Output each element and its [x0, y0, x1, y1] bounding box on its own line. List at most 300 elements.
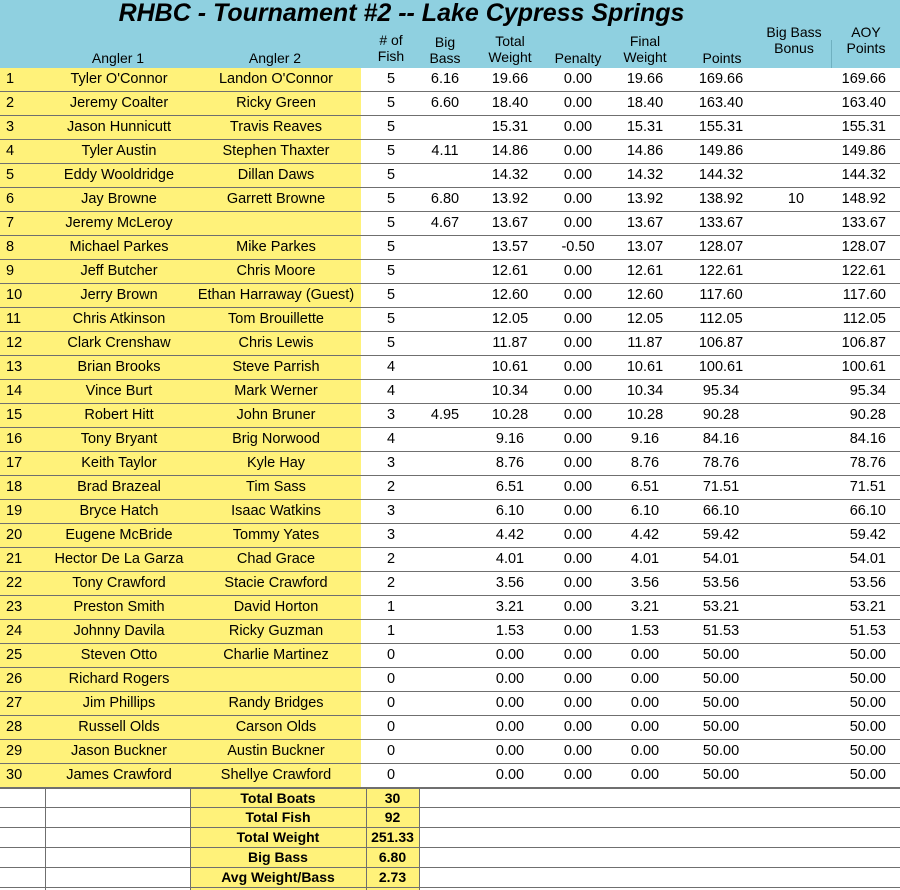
aoy-points-cell: 144.32	[841, 167, 886, 183]
total-weight-cell: 8.76	[495, 455, 525, 471]
fish-count-cell: 4	[386, 383, 396, 399]
bonus-cell	[764, 572, 828, 595]
summary-label: Avg Weight/Bass	[221, 869, 335, 885]
angler2-cell: Travis Reaves	[229, 119, 323, 135]
total-weight-cell: 3.56	[495, 575, 525, 591]
fish-count-cell: 2	[386, 575, 396, 591]
final-weight-cell: 1.53	[630, 623, 660, 639]
table-row	[0, 524, 900, 548]
fish-count-cell: 3	[386, 407, 396, 423]
bonus-cell	[764, 92, 828, 115]
points-cell: 66.10	[702, 503, 740, 519]
bonus-cell	[764, 668, 828, 691]
total-weight-cell: 10.61	[491, 359, 529, 375]
penalty-cell: 0.00	[563, 359, 593, 375]
bonus-cell	[764, 68, 828, 91]
header-total-weight: Total Weight	[488, 33, 532, 65]
total-weight-cell: 15.31	[491, 119, 529, 135]
table-row	[0, 212, 900, 236]
bonus-cell	[764, 716, 828, 739]
fish-count-cell: 5	[386, 167, 396, 183]
summary-gridline	[45, 788, 46, 890]
angler1-cell: Brian Brooks	[77, 359, 161, 375]
big-bass-cell	[420, 452, 470, 475]
final-weight-cell: 0.00	[630, 743, 660, 759]
points-cell: 53.56	[702, 575, 740, 591]
header-aoy-points: AOY Points	[846, 24, 886, 56]
points-cell: 84.16	[702, 431, 740, 447]
bonus-cell	[764, 236, 828, 259]
angler1-cell: Tony Bryant	[80, 431, 158, 447]
angler1-cell: Steven Otto	[80, 647, 158, 663]
fish-count-cell: 2	[386, 551, 396, 567]
rank-cell: 14	[6, 383, 23, 399]
big-bass-cell	[420, 116, 470, 139]
aoy-points-cell: 51.53	[849, 623, 886, 639]
big-bass-cell	[420, 500, 470, 523]
angler2-cell: Stacie Crawford	[224, 575, 328, 591]
angler2-cell: Isaac Watkins	[231, 503, 321, 519]
penalty-cell: 0.00	[563, 335, 593, 351]
big-bass-cell: 4.11	[431, 143, 459, 159]
rank-cell: 28	[6, 719, 23, 735]
big-bass-cell	[420, 164, 470, 187]
summary-value: 92	[384, 809, 401, 825]
penalty-cell: 0.00	[563, 407, 593, 423]
total-weight-cell: 6.51	[495, 479, 525, 495]
aoy-points-cell: 148.92	[841, 191, 886, 207]
bonus-cell	[764, 404, 828, 427]
rank-cell: 10	[6, 287, 23, 303]
rank-cell: 9	[6, 263, 15, 279]
final-weight-cell: 10.34	[626, 383, 664, 399]
angler1-cell: Jim Phillips	[82, 695, 156, 711]
angler1-cell: Vince Burt	[85, 383, 153, 399]
big-bass-cell	[420, 260, 470, 283]
big-bass-cell: 4.95	[430, 407, 460, 423]
fish-count-cell: 0	[386, 671, 396, 687]
final-weight-cell: 0.00	[630, 767, 660, 783]
table-row	[0, 644, 900, 668]
angler2-cell: Tim Sass	[246, 479, 306, 495]
aoy-points-cell: 133.67	[841, 215, 886, 231]
angler1-cell: Jay Browne	[81, 191, 157, 207]
rank-cell: 2	[6, 95, 15, 111]
fish-count-cell: 4	[386, 359, 396, 375]
rank-cell: 1	[6, 71, 15, 87]
table-row	[0, 308, 900, 332]
table-row	[0, 332, 900, 356]
table-row	[0, 620, 900, 644]
summary-gridline	[190, 788, 191, 890]
aoy-points-cell: 50.00	[849, 767, 886, 783]
summary-value: 2.73	[378, 869, 407, 885]
big-bass-cell	[420, 644, 470, 667]
angler2-cell: Austin Buckner	[227, 743, 325, 759]
summary-value: 6.80	[378, 849, 407, 865]
aoy-points-cell: 106.87	[841, 335, 886, 351]
aoy-points-cell: 50.00	[849, 671, 886, 687]
total-weight-cell: 6.10	[495, 503, 525, 519]
table-row	[0, 140, 900, 164]
points-cell: 163.40	[698, 95, 744, 111]
table-row	[0, 260, 900, 284]
total-weight-cell: 14.86	[491, 143, 529, 159]
bonus-cell	[764, 548, 828, 571]
final-weight-cell: 11.87	[627, 335, 663, 351]
aoy-points-cell: 78.76	[849, 455, 886, 471]
angler1-cell: Russell Olds	[78, 719, 160, 735]
total-weight-cell: 0.00	[495, 767, 525, 783]
fish-count-cell: 2	[386, 479, 396, 495]
table-row	[0, 428, 900, 452]
bonus-cell	[764, 380, 828, 403]
table-row	[0, 68, 900, 92]
rank-cell: 30	[6, 767, 23, 783]
table-row	[0, 404, 900, 428]
header-big-bass-bonus: Big Bass Bonus	[766, 24, 822, 56]
bonus-cell	[764, 116, 828, 139]
angler1-cell: Michael Parkes	[69, 239, 169, 255]
points-cell: 53.21	[702, 599, 740, 615]
summary-value: 251.33	[371, 829, 414, 845]
fish-count-cell: 4	[386, 431, 396, 447]
points-cell: 50.00	[702, 767, 740, 783]
aoy-points-cell: 53.56	[849, 575, 886, 591]
table-row	[0, 476, 900, 500]
points-cell: 106.87	[698, 335, 744, 351]
penalty-cell: 0.00	[563, 575, 593, 591]
rank-cell: 11	[6, 311, 22, 327]
final-weight-cell: 10.61	[626, 359, 664, 375]
penalty-cell: 0.00	[563, 527, 593, 543]
total-weight-cell: 0.00	[495, 647, 525, 663]
big-bass-cell: 6.16	[430, 71, 460, 87]
rank-cell: 26	[6, 671, 23, 687]
table-row	[0, 380, 900, 404]
angler2-cell: Randy Bridges	[228, 695, 324, 711]
final-weight-cell: 13.07	[626, 239, 664, 255]
table-row	[0, 500, 900, 524]
penalty-cell: 0.00	[563, 671, 593, 687]
final-weight-cell: 3.56	[630, 575, 660, 591]
fish-count-cell: 5	[386, 239, 396, 255]
penalty-cell: 0.00	[563, 551, 593, 567]
rank-cell: 17	[6, 455, 23, 471]
summary-label: Total Weight	[236, 829, 320, 845]
angler1-cell: Keith Taylor	[81, 455, 157, 471]
rank-cell: 29	[6, 743, 23, 759]
final-weight-cell: 6.10	[630, 503, 660, 519]
points-cell: 50.00	[702, 695, 740, 711]
bonus-cell	[764, 284, 828, 307]
points-cell: 169.66	[698, 71, 744, 87]
rank-cell: 27	[6, 695, 23, 711]
header-angler2: Angler 2	[248, 50, 302, 66]
big-bass-cell	[420, 692, 470, 715]
angler2-cell: David Horton	[233, 599, 319, 615]
summary-gridline	[419, 788, 420, 890]
angler2-cell: Garrett Browne	[226, 191, 326, 207]
big-bass-cell: 4.67	[430, 215, 460, 231]
fish-count-cell: 5	[386, 119, 396, 135]
big-bass-cell	[420, 716, 470, 739]
final-weight-cell: 4.01	[630, 551, 660, 567]
total-weight-cell: 0.00	[495, 719, 525, 735]
penalty-cell: 0.00	[563, 95, 593, 111]
final-weight-cell: 0.00	[630, 695, 660, 711]
angler1-cell: Eugene McBride	[65, 527, 173, 543]
rank-cell: 6	[6, 191, 15, 207]
points-cell: 71.51	[702, 479, 740, 495]
aoy-points-cell: 128.07	[841, 239, 886, 255]
big-bass-cell	[420, 332, 470, 355]
penalty-cell: 0.00	[563, 695, 593, 711]
angler2-cell: Chad Grace	[236, 551, 316, 567]
rank-cell: 15	[6, 407, 23, 423]
aoy-points-cell: 155.31	[841, 119, 886, 135]
summary-row	[0, 848, 900, 868]
rank-cell: 12	[6, 335, 23, 351]
total-weight-cell: 0.00	[495, 695, 525, 711]
bonus-cell	[764, 212, 828, 235]
final-weight-cell: 12.05	[626, 311, 664, 327]
fish-count-cell: 5	[386, 287, 396, 303]
summary-label: Big Bass	[248, 849, 308, 865]
penalty-cell: 0.00	[563, 647, 593, 663]
aoy-points-cell: 84.16	[849, 431, 886, 447]
final-weight-cell: 8.76	[630, 455, 660, 471]
rank-cell: 4	[6, 143, 15, 159]
table-row	[0, 716, 900, 740]
table-row	[0, 692, 900, 716]
final-weight-cell: 14.86	[626, 143, 664, 159]
bonus-cell	[764, 260, 828, 283]
rank-cell: 8	[6, 239, 15, 255]
angler1-cell: Jason Buckner	[71, 743, 167, 759]
total-weight-cell: 1.53	[495, 623, 525, 639]
angler1-cell: Tyler Austin	[81, 143, 157, 159]
final-weight-cell: 0.00	[630, 719, 660, 735]
final-weight-cell: 18.40	[626, 95, 664, 111]
rank-cell: 23	[6, 599, 23, 615]
big-bass-cell	[420, 236, 470, 259]
fish-count-cell: 3	[386, 503, 396, 519]
aoy-points-cell: 90.28	[849, 407, 886, 423]
rank-cell: 21	[6, 551, 23, 567]
points-cell: 122.61	[698, 263, 744, 279]
big-bass-cell	[420, 548, 470, 571]
rank-cell: 5	[6, 167, 15, 183]
fish-count-cell: 5	[386, 191, 396, 207]
points-cell: 117.60	[699, 287, 743, 303]
aoy-points-cell: 112.05	[842, 311, 886, 327]
header-angler1: Angler 1	[91, 50, 145, 66]
angler2-cell	[190, 668, 362, 691]
total-weight-cell: 11.87	[492, 335, 528, 351]
penalty-cell: 0.00	[563, 431, 593, 447]
table-row	[0, 188, 900, 212]
bonus-cell	[764, 452, 828, 475]
header-band	[0, 0, 900, 68]
rank-cell: 3	[6, 119, 15, 135]
fish-count-cell: 0	[386, 719, 396, 735]
summary-row	[0, 828, 900, 848]
rank-cell: 25	[6, 647, 23, 663]
angler2-cell	[190, 212, 362, 235]
total-weight-cell: 13.67	[491, 215, 529, 231]
big-bass-cell	[420, 620, 470, 643]
sheet-title: RHBC - Tournament #2 -- Lake Cypress Springs	[118, 0, 685, 27]
points-cell: 149.86	[698, 143, 744, 159]
bonus-cell: 10	[787, 191, 805, 207]
total-weight-cell: 10.28	[491, 407, 529, 423]
angler1-cell: Jeff Butcher	[80, 263, 158, 279]
penalty-cell: 0.00	[563, 383, 593, 399]
penalty-cell: 0.00	[563, 455, 593, 471]
angler2-cell: Brig Norwood	[232, 431, 320, 447]
aoy-points-cell: 53.21	[849, 599, 886, 615]
final-weight-cell: 10.28	[626, 407, 664, 423]
fish-count-cell: 3	[386, 527, 396, 543]
summary-value: 30	[384, 790, 401, 806]
bonus-cell	[764, 620, 828, 643]
bonus-cell	[764, 140, 828, 163]
header-fish: # of Fish	[377, 32, 405, 64]
bonus-cell	[764, 596, 828, 619]
points-cell: 95.34	[702, 383, 740, 399]
bonus-cell	[764, 308, 828, 331]
angler2-cell: Mike Parkes	[236, 239, 316, 255]
summary-gridline	[366, 788, 367, 890]
aoy-points-cell: 50.00	[849, 695, 886, 711]
table-row	[0, 92, 900, 116]
fish-count-cell: 1	[386, 599, 396, 615]
bonus-cell	[764, 740, 828, 763]
total-weight-cell: 18.40	[491, 95, 529, 111]
angler1-cell: Preston Smith	[73, 599, 165, 615]
bonus-cell	[764, 524, 828, 547]
total-weight-cell: 10.34	[491, 383, 529, 399]
table-row	[0, 356, 900, 380]
total-weight-cell: 12.61	[491, 263, 529, 279]
final-weight-cell: 0.00	[630, 647, 660, 663]
fish-count-cell: 0	[386, 695, 396, 711]
angler2-cell: Mark Werner	[234, 383, 318, 399]
table-row	[0, 116, 900, 140]
summary-row	[0, 788, 900, 808]
penalty-cell: 0.00	[563, 263, 593, 279]
bonus-cell	[764, 764, 828, 787]
big-bass-cell	[420, 356, 470, 379]
penalty-cell: 0.00	[563, 623, 593, 639]
final-weight-cell: 0.00	[630, 671, 660, 687]
big-bass-cell	[420, 524, 470, 547]
points-cell: 144.32	[698, 167, 744, 183]
angler2-cell: Shellye Crawford	[220, 767, 332, 783]
summary-row	[0, 868, 900, 888]
angler1-cell: Jeremy McLeroy	[65, 215, 173, 231]
points-cell: 54.01	[702, 551, 740, 567]
points-cell: 50.00	[702, 719, 740, 735]
penalty-cell: 0.00	[563, 215, 593, 231]
angler2-cell: John Bruner	[236, 407, 316, 423]
penalty-cell: 0.00	[563, 191, 593, 207]
angler1-cell: Chris Atkinson	[72, 311, 166, 327]
aoy-points-cell: 59.42	[849, 527, 886, 543]
fish-count-cell: 1	[386, 623, 396, 639]
penalty-cell: 0.00	[563, 599, 593, 615]
total-weight-cell: 9.16	[495, 431, 525, 447]
header-big-bass: Big Bass	[429, 34, 461, 66]
angler2-cell: Landon O'Connor	[218, 71, 334, 87]
fish-count-cell: 3	[386, 455, 396, 471]
fish-count-cell: 5	[386, 95, 396, 111]
angler1-cell: Jeremy Coalter	[69, 95, 169, 111]
aoy-points-cell: 95.34	[849, 383, 886, 399]
rank-cell: 7	[6, 215, 15, 231]
aoy-points-cell: 50.00	[849, 743, 886, 759]
bonus-cell	[764, 500, 828, 523]
aoy-points-cell: 71.51	[849, 479, 886, 495]
fish-count-cell: 0	[386, 767, 396, 783]
table-row	[0, 740, 900, 764]
points-cell: 50.00	[702, 671, 740, 687]
final-weight-cell: 9.16	[630, 431, 660, 447]
angler2-cell: Chris Moore	[236, 263, 316, 279]
points-cell: 51.53	[702, 623, 740, 639]
table-row	[0, 284, 900, 308]
total-weight-cell: 12.05	[491, 311, 529, 327]
penalty-cell: 0.00	[563, 143, 593, 159]
penalty-cell: 0.00	[563, 71, 593, 87]
rank-cell: 13	[6, 359, 23, 375]
rank-cell: 22	[6, 575, 23, 591]
angler2-cell: Stephen Thaxter	[222, 143, 330, 159]
total-weight-cell: 13.92	[491, 191, 529, 207]
big-bass-cell: 6.60	[430, 95, 460, 111]
rank-cell: 16	[6, 431, 23, 447]
fish-count-cell: 5	[386, 311, 396, 327]
angler1-cell: Hector De La Garza	[54, 551, 184, 567]
angler2-cell: Ricky Green	[236, 95, 316, 111]
penalty-cell: 0.00	[563, 743, 593, 759]
total-weight-cell: 13.57	[491, 239, 529, 255]
fish-count-cell: 5	[386, 71, 396, 87]
summary-label: Total Boats	[240, 790, 316, 806]
points-cell: 133.67	[698, 215, 744, 231]
table-row	[0, 596, 900, 620]
summary-row	[0, 808, 900, 828]
penalty-cell: 0.00	[563, 719, 593, 735]
total-weight-cell: 0.00	[495, 743, 525, 759]
angler1-cell: James Crawford	[66, 767, 172, 783]
aoy-points-cell: 163.40	[841, 95, 886, 111]
final-weight-cell: 3.21	[630, 599, 660, 615]
aoy-points-cell: 149.86	[841, 143, 886, 159]
points-cell: 128.07	[698, 239, 744, 255]
angler1-cell: Johnny Davila	[73, 623, 165, 639]
bonus-cell	[764, 428, 828, 451]
big-bass-cell	[420, 572, 470, 595]
angler1-cell: Eddy Wooldridge	[63, 167, 175, 183]
penalty-cell: 0.00	[563, 287, 593, 303]
angler2-cell: Ethan Harraway (Guest)	[197, 287, 355, 303]
final-weight-cell: 15.31	[626, 119, 664, 135]
big-bass-cell	[420, 428, 470, 451]
bonus-cell	[764, 644, 828, 667]
angler2-cell: Chris Lewis	[238, 335, 314, 351]
